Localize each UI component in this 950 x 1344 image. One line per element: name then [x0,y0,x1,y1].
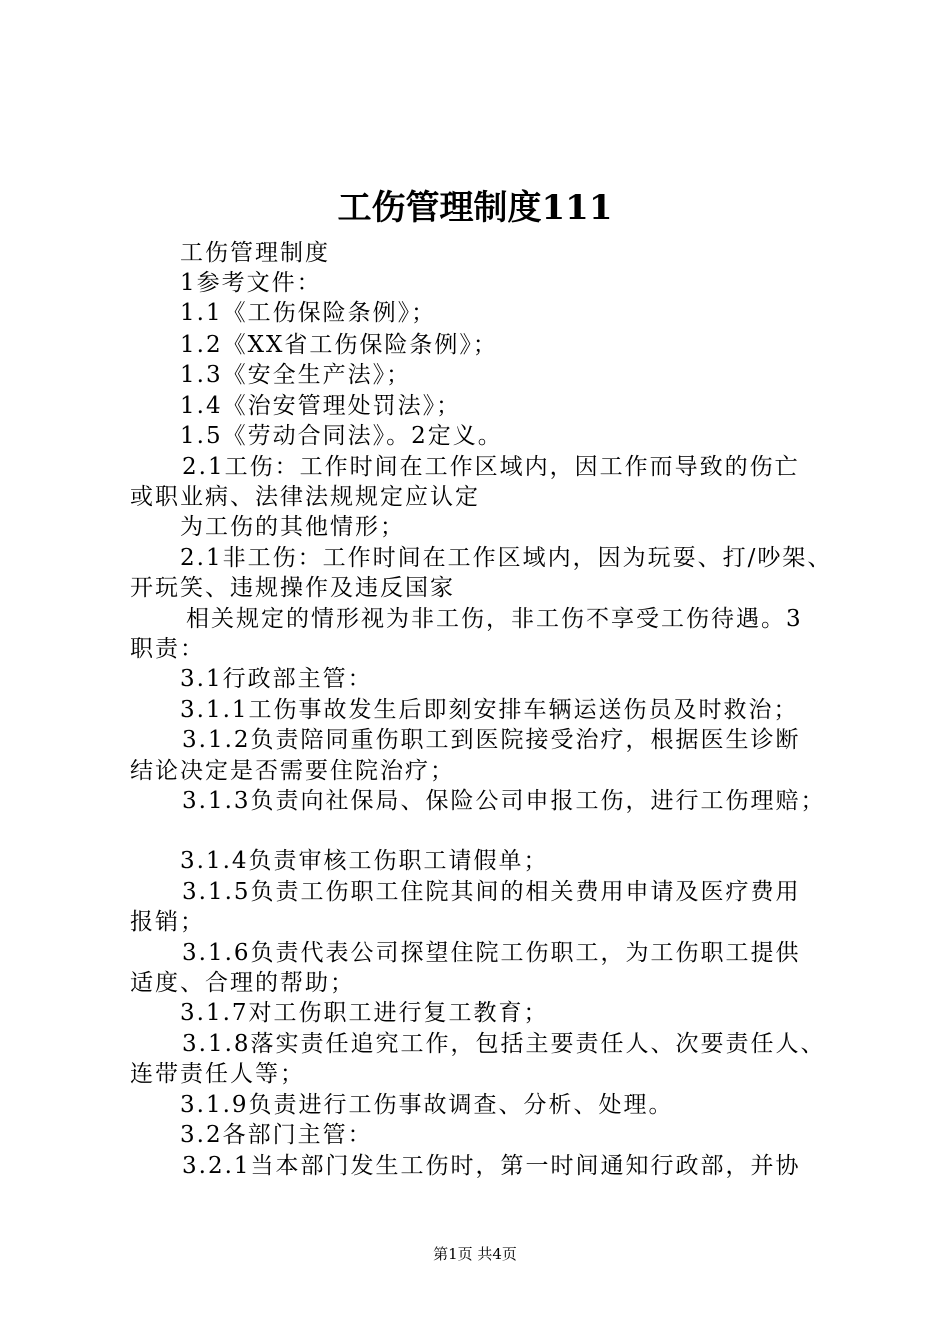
page-footer: 第1页 共4页 [433,1245,517,1263]
text-line: 3.2.1当本部门发生工伤时，第一时间通知行政部，并协 [182,1153,801,1179]
document-title: 工伤管理制度111 [337,188,613,228]
text-line: 2.1工伤：工作时间在工作区域内，因工作而导致的伤亡 [182,454,800,480]
text-line: 相关规定的情形视为非工伤，非工伤不享受工伤待遇。3 [186,606,803,632]
text-line: 1.5《劳动合同法》。2定义。 [180,423,503,449]
text-line: 或职业病、法律法规规定应认定 [130,484,480,510]
text-line: 3.1.9负责进行工伤事故调查、分析、处理。 [180,1092,674,1118]
text-line: 1.2《XX省工伤保险条例》； [180,332,498,358]
text-line: 为工伤的其他情形； [180,514,405,540]
text-line: 3.1.7对工伤职工进行复工教育； [180,1000,549,1026]
text-line: 1参考文件： [180,270,322,296]
text-line: 3.1.3负责向社保局、保险公司申报工伤，进行工伤理赔； [182,788,826,814]
text-line: 适度、合理的帮助； [130,970,355,996]
text-line: 工伤管理制度 [180,240,330,266]
text-line: 3.2各部门主管： [180,1122,373,1148]
text-line: 3.1行政部主管： [180,666,373,692]
text-line: 3.1.6负责代表公司探望住院工伤职工，为工伤职工提供 [182,940,801,966]
text-line: 3.1.4负责审核工伤职工请假单； [180,848,549,874]
text-line: 2.1非工伤：工作时间在工作区域内，因为玩耍、打/吵架、 [180,545,833,571]
text-line: 1.3《安全生产法》； [180,362,412,388]
text-line: 3.1.8落实责任追究工作，包括主要责任人、次要责任人、 [182,1031,826,1057]
text-line: 1.4《治安管理处罚法》； [180,393,462,419]
text-line: 3.1.2负责陪同重伤职工到医院接受治疗，根据医生诊断 [182,727,801,753]
text-line: 报销； [130,909,205,935]
text-line: 开玩笑、违规操作及违反国家 [130,575,455,601]
text-line: 1.1《工伤保险条例》； [180,300,437,326]
text-line: 3.1.1工伤事故发生后即刻安排车辆运送伤员及时救治； [180,697,799,723]
text-line: 结论决定是否需要住院治疗； [130,758,455,784]
text-line: 3.1.5负责工伤职工住院其间的相关费用申请及医疗费用 [182,879,801,905]
text-line: 连带责任人等； [130,1061,305,1087]
text-line: 职责： [130,636,205,662]
